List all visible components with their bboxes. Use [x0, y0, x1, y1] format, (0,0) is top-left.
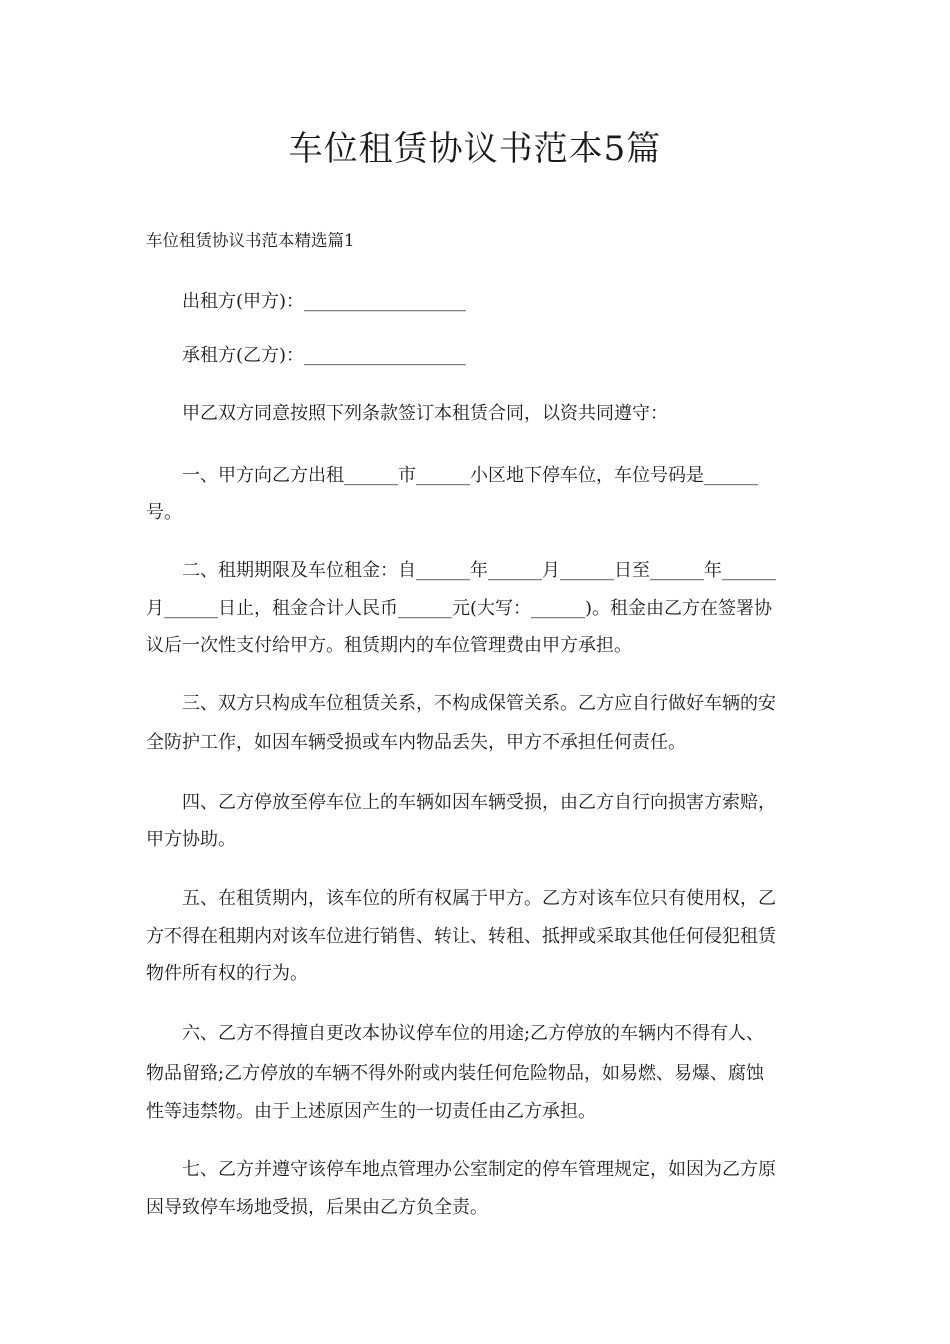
clause-4-line: 四、乙方停放至停车位上的车辆如因车辆受损，由乙方自行向损害方索赔， — [182, 792, 776, 813]
document-title: 车位租赁协议书范本5篇 — [288, 129, 662, 169]
clause-2-line: 月______日止，租金合计人民币______元(大写：______)。租金由乙方在签署协 — [146, 598, 773, 619]
clause-7-line: 因导致停车场地受损，后果由乙方负全责。 — [146, 1197, 488, 1218]
clause-2-line: 二、租期期限及车位租金：自______年______月______日至______年______ — [182, 560, 776, 581]
section-heading: 车位租赁协议书范本精选篇1 — [146, 231, 355, 250]
lessee-line: 承租方(乙方)：__________________ — [182, 345, 467, 366]
intro-paragraph: 甲乙双方同意按照下列条款签订本租赁合同，以资共同遵守： — [182, 403, 668, 424]
clause-4-line: 甲方协助。 — [146, 829, 236, 850]
clause-2-line: 议后一次性支付给甲方。租赁期内的车位管理费由甲方承担。 — [146, 635, 632, 656]
clause-3-line: 三、双方只构成车位租赁关系，不构成保管关系。乙方应自行做好车辆的安 — [182, 693, 776, 714]
lessor-line: 出租方(甲方)：__________________ — [182, 291, 467, 312]
clause-6-line: 性等违禁物。由于上述原因产生的一切责任由乙方承担。 — [146, 1101, 596, 1122]
clause-5-line: 物件所有权的行为。 — [146, 963, 308, 984]
clause-5-line: 方不得在租期内对该车位进行销售、转让、转租、抵押或采取其他任何侵犯租赁 — [146, 926, 776, 947]
clause-6-line: 物品留臵;乙方停放的车辆不得外附或内装任何危险物品，如易燃、易爆、腐蚀 — [146, 1063, 765, 1084]
clause-6-line: 六、乙方不得擅自更改本协议停车位的用途;乙方停放的车辆内不得有人、 — [182, 1023, 765, 1044]
clause-7-line: 七、乙方并遵守该停车地点管理办公室制定的停车管理规定，如因为乙方原 — [182, 1159, 776, 1180]
clause-5-line: 五、在租赁期内，该车位的所有权属于甲方。乙方对该车位只有使用权，乙 — [182, 888, 776, 909]
clause-1-line: 一、甲方向乙方出租______市______小区地下停车位，车位号码是______ — [182, 465, 758, 486]
clause-3-line: 全防护工作，如因车辆受损或车内物品丢失，甲方不承担任何责任。 — [146, 732, 686, 753]
clause-1-line: 号。 — [146, 502, 182, 523]
